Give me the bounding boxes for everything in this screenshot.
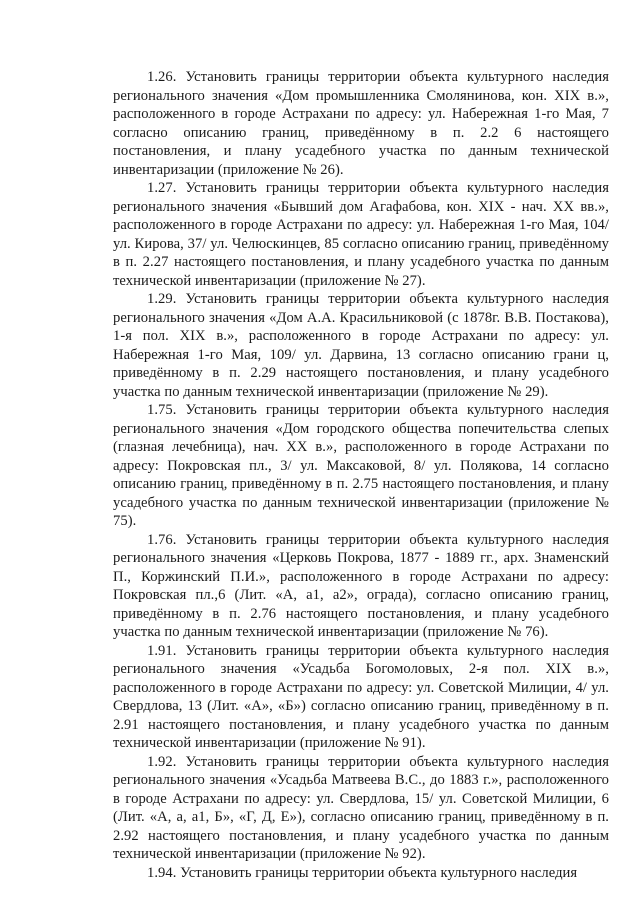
clause-1-27 (113, 179, 609, 290)
clause-text: Установить границы территории объекта культурного наследия регионального значения «Дом промышленника Смолянинова, кон. XIX в.», расположенного в городе Астрахани по адресу: ул. Набережная 1-го Мая, 7 согласно описанию границ, приведённому в п. 2.2 6 настоящего постановления, и плану усадебного участка по данным технической инвентаризации (приложение № 26). (113, 69, 610, 178)
clause-number: 1.91. (147, 642, 177, 659)
clause-1-94 (113, 864, 609, 883)
clause-number: 1.26. (147, 69, 177, 85)
clause-text: Установить границы территории объекта культурного наследия регионального значения «Дом городского общества попечительства слепых (глазная лечебница), нач. XX в.», расположенного в городе Астрахани по адресу: Покровская пл., 3/ ул. Максаковой, 8/ ул. Полякова, 14 согласно описанию границ, приведённому в п. 2.75 настоящего постановления, и плану усадебного участка по данным технической инвентаризации (приложение № 75). (113, 402, 610, 529)
clause-number: 1.75. (147, 402, 177, 418)
clause-number: 1.92. (147, 753, 177, 770)
clause-1-29 (113, 290, 609, 401)
clause-1-75 (113, 401, 609, 531)
clause-text: Установить границы территории объекта культурного наследия регионального значения «Церковь Покрова, 1877 - 1889 гг., арх. Знаменский П., Коржинский П.И.», расположенного в городе Астрахани по адресу: Покровская пл.,6 (Лит. «А, а1, а2», ограда), согласно описанию границ, приведённому в п. 2.76 настоящего постановления, и плану усадебного участка по данным технической инвентаризации (приложение № 76). (113, 531, 610, 640)
clause-1-91 (113, 642, 609, 753)
document-body (113, 68, 609, 882)
clause-text: Установить границы территории объекта культурного наследия регионального значения «Дом А.А. Красильниковой (с 1878г. В.В. Постакова), 1-я пол. XIX в.», расположенного в городе Астрахани по адресу: ул. Набережная 1-го Мая, 109/ ул. Дарвина, 13 согласно описанию грани ц, приведённому в п. 2.29 настоящего постановления, и плану усадебного участка по данным технической инвентаризации (приложение № 29). (113, 291, 610, 400)
clause-number: 1.94. (147, 864, 177, 881)
clause-text: Установить границы территории объекта культурного наследия регионального значения «Бывший дом Агафабова, кон. XIX - нач. XX вв.», расположенного в городе Астрахани по адресу: ул. Набережная 1-го Мая, 104/ ул. Кирова, 37/ ул. Челюскинцев, 85 согласно описанию границ, приведённому в п. 2.27 настоящего постановления, и плану усадебного участка по данным технической инвентаризации (приложение № 27). (113, 180, 610, 289)
clause-number: 1.29. (147, 291, 177, 307)
clause-text: Установить границы территории объекта культурного наследия регионального значения «Усадьба Матвеева В.С., до 1883 г.», расположенного в городе Астрахани по адресу: ул. Свердлова, 15/ ул. Советской Милиции, 6 (Лит. «А, а, а1, Б», «Г, Д, Е»), согласно описанию границ, приведённому в п. 2.92 настоящего постановления, и плану усадебного участка по данным технической инвентаризации (приложение № 92). (113, 753, 610, 862)
clause-number: 1.27. (147, 180, 177, 196)
clause-text: Установить границы территории объекта культурного наследия регионального значения «Усадьба Богомоловых, 2-я пол. XIX в.», расположенного в городе Астрахани по адресу: ул. Советской Милиции, 4/ ул. Свердлова, 13 (Лит. «А», «Б») согласно описанию границ, приведённому в п. 2.91 настоящего постановления, и плану усадебного участка по данным технической инвентаризации (приложение № 91). (113, 642, 610, 751)
clause-1-92 (113, 753, 609, 864)
clause-number: 1.76. (147, 531, 177, 548)
clause-text: Установить границы территории объекта культурного наследия (180, 864, 578, 881)
clause-1-26 (113, 68, 609, 179)
clause-1-76 (113, 531, 609, 642)
